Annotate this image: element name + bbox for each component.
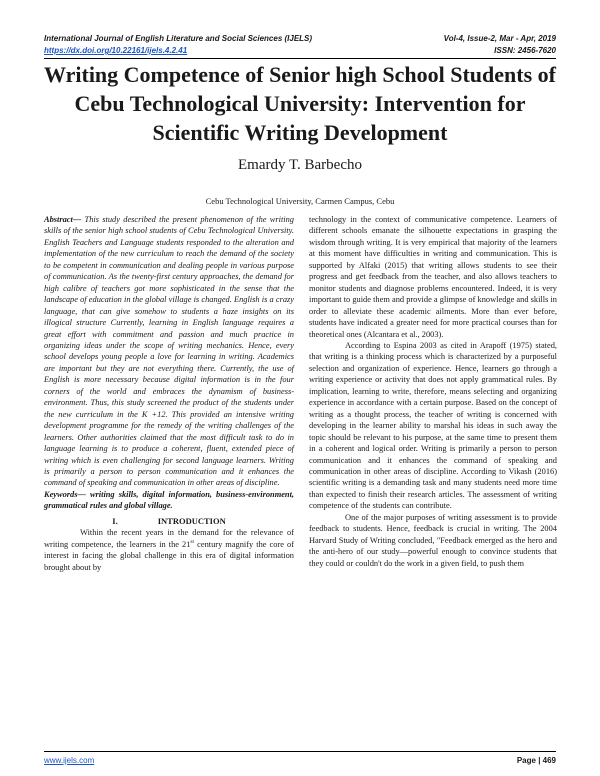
header-divider — [44, 58, 556, 59]
paper-title: Writing Competence of Senior high School Students of Cebu Technological University: Intervention for Scientific Writing Development — [44, 62, 556, 145]
section-number: I. — [112, 515, 118, 526]
section-title: INTRODUCTION — [157, 515, 226, 526]
page-number: Page | 469 — [516, 756, 556, 765]
right-column — [309, 214, 557, 569]
intro-text-a: Within the recent years in the demand for the relevance of writing competence, the learners in the 21 — [44, 528, 294, 549]
abstract-dash: — — [72, 215, 85, 224]
section-heading — [44, 516, 294, 527]
doi-link[interactable]: https://dx.doi.org/10.22161/ijels.4.2.41 — [44, 46, 188, 55]
intro-paragraph — [44, 527, 294, 573]
abstract — [44, 214, 294, 489]
author-name: Emardy T. Barbecho — [238, 157, 362, 173]
left-column — [44, 214, 294, 573]
website-link[interactable]: www.ijels.com — [44, 756, 95, 765]
keywords-dash: — — [77, 489, 90, 499]
footer-divider — [44, 751, 556, 752]
intro-text-b: century magnify the core of interest in facing the global challenge in this era of digital information brought about by — [44, 539, 294, 572]
issue-info: Vol-4, Issue-2, Mar - Apr, 2019 — [443, 34, 556, 43]
page-footer — [44, 756, 556, 765]
body-paragraph: According to Espina 2003 as cited in Arapoff (1975) stated, that writing is a thinking process which is characterized by a purposeful selection and organization of experience. Hence, learners go through a writing experience or activity that does not apply grammatical rules. By implication, learning to write, therefore, means selecting and organizing experience in accordance with a certain purpose. Based on the concept of writing as a thought process, the teacher of writing is concerned with developing in the learner ability to marshal his ideas in such away the topic should be relevant to his purpose, at the same time to present them in a coherent and logical order. Writing is primarily a person to person communication and it enhances the command of speaking and communication in other areas of discipline. According to Vikash (2016) scientific writing is a demanding task and many students need more time than expected to finish their research articles. The assessment of writing competence of the students can contribute. — [309, 340, 557, 511]
keywords — [44, 489, 294, 512]
issn: ISSN: 2456-7620 — [494, 46, 556, 55]
running-header — [44, 34, 556, 43]
abstract-label: Abstract — [44, 215, 73, 224]
journal-name: International Journal of English Literature and Social Sciences (IJELS) — [44, 34, 313, 43]
body-paragraph: One of the major purposes of writing assessment is to provide feedback to students. Hence, feedback is crucial in writing. The 2004 Harvard Study of Writing concluded, "Feedback emerged as the hero and the anti-hero of our study—powerful enough to convince students that they could or couldn't do the work in a given field, to push them — [309, 512, 557, 568]
keywords-text: writing skills, digital information, business-environment, grammatical rules and global village. — [44, 489, 294, 511]
abstract-text: This study described the present phenomenon of the writing skills of the senior high school students of Cebu Technological University. English Teachers and Language students responded to the alteration and implementation of the new curriculum to reach the demand of the society to be competent in communication and dealing people in various purpose of communication. As the twenty-first century approaches, the demand for high calibre of teachers got more sophisticated in the sense that the landscape of education in the global village is changed. English is a crazy language, that can give somehow to students a haze insights on its illogical structure Currently, learning in English language requires a great effort with commitment and passion and much practice in organizing ideas under the scope of writing mechanics. Hence, every school develops young people a love for learning in writing. Academics are important but they are not everything there. Currently, the use of English is more necessary because digital information is in the four corners of the world and embraces the dynamism of business-environment. Thus, this study screened the product of the students under the new curriculum in the K +12. This provided an intensive writing development programme for the remedy of the writing challenges of the learners. Other authorities claimed that the most difficult task to do in language learning is to produce a coherent, fluent, extended piece of writing which is even challenging for second language learners. Writing is primarily a person to person communication and it enhances the command of speaking and communication in other areas of discipline. — [44, 215, 294, 488]
body-paragraph: technology in the context of communicative competence. Learners of different schools emanate the silhouette expectations in grasping the wisdom through writing. It is very empirical that majority of the learners at this moment have difficulties in writing and communication. This is supported by Alfaki (2015) that writing allows students to see their progress and get feedback from the teacher, and also allows teachers to monitor students and diagnose problems encountered. Indeed, it is very important to guide them and provide a glimpse of knowledge and skills in order to alleviate these academic ailments. More than ever before, students have indicated a greater need for more practical courses than for theoretical ones (Alcantara et al., 2003). — [309, 215, 557, 339]
keywords-label: Keywords — [44, 489, 78, 499]
intro-superscript: st — [190, 538, 195, 545]
author-affiliation: Cebu Technological University, Carmen Campus, Cebu — [205, 196, 395, 206]
running-subheader — [44, 46, 556, 55]
